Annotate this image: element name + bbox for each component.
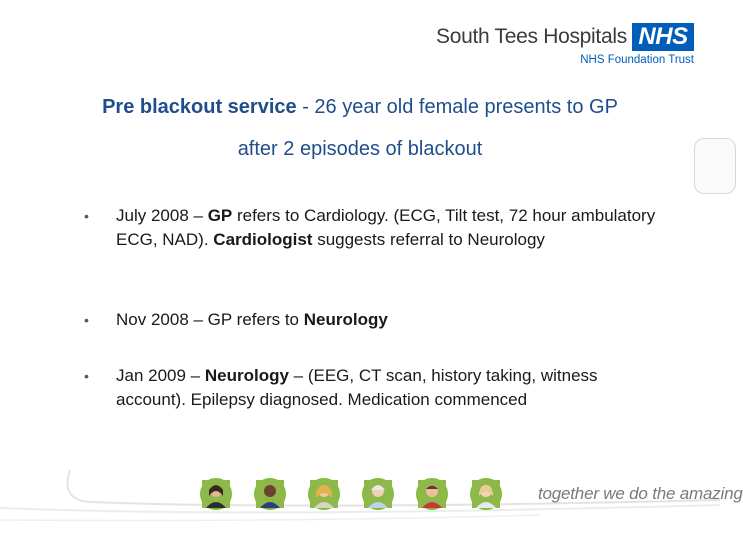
title-bold-part: Pre blackout service bbox=[102, 96, 297, 118]
tagline: together we do the amazing bbox=[538, 484, 743, 503]
bullet-item-jan-2009 bbox=[80, 364, 660, 411]
bullet-segment: refers to Cardiology. (ECG, Tilt test, 72 hour ambulatory ECG, NAD). bbox=[116, 206, 656, 249]
bullet-segment: Jan 2009 – bbox=[116, 366, 205, 385]
bullet-emphasis: Neurology bbox=[204, 366, 289, 385]
trust-logo bbox=[436, 22, 698, 70]
bullet-segment: Nov 2008 – GP refers to bbox=[116, 310, 304, 329]
bullet-emphasis: Neurology bbox=[303, 310, 388, 329]
org-subtitle: NHS Foundation Trust bbox=[580, 54, 694, 66]
avatar bbox=[200, 478, 232, 510]
bullet-marker: • bbox=[84, 312, 89, 328]
bullet-marker: • bbox=[84, 208, 89, 224]
bullet-emphasis: GP bbox=[207, 206, 233, 225]
bullet-segment: suggests referral to Neurology bbox=[312, 229, 545, 249]
avatar bbox=[416, 478, 448, 510]
title-rest-part: - 26 year old female presents to GP bbox=[296, 96, 618, 118]
avatar bbox=[470, 478, 502, 510]
org-name: South Tees Hospitals bbox=[436, 25, 627, 48]
avatar bbox=[308, 478, 340, 510]
bullet-item-nov-2008 bbox=[80, 308, 660, 332]
avatar bbox=[362, 478, 394, 510]
bullet-item-july-2008 bbox=[80, 204, 660, 251]
bullet-emphasis: Cardiologist bbox=[213, 229, 313, 249]
bullet-text bbox=[116, 308, 388, 332]
nhs-badge: NHS bbox=[632, 23, 694, 51]
slide-title-line2: after 2 episodes of blackout bbox=[237, 138, 483, 160]
bullet-text bbox=[116, 204, 660, 251]
bullet-segment: – (EEG, CT scan, history taking, witness account). Epilepsy diagnosed. Medication commenced bbox=[116, 366, 598, 409]
bullet-segment: July 2008 – bbox=[116, 206, 208, 225]
bullet-text bbox=[116, 364, 660, 411]
slide-title bbox=[0, 96, 720, 119]
avatar bbox=[254, 478, 286, 510]
bullet-marker: • bbox=[84, 368, 89, 384]
